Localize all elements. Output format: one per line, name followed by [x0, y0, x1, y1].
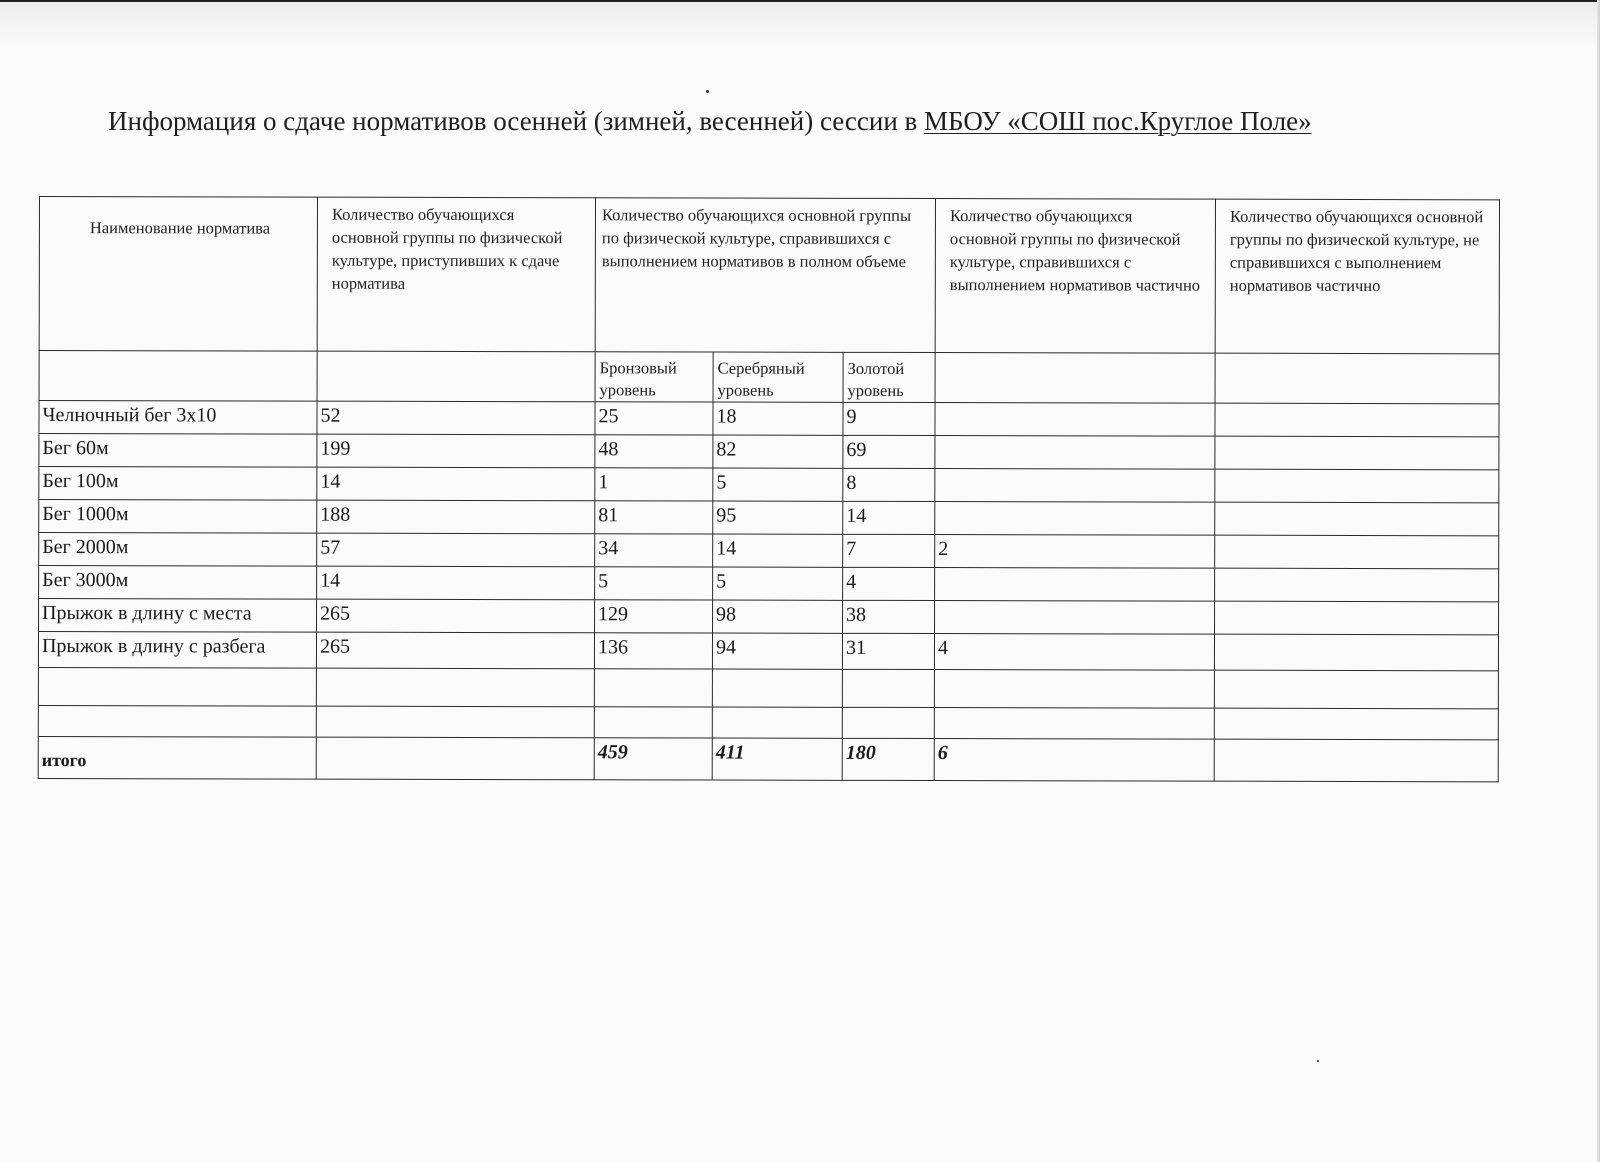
empty-cell — [712, 707, 842, 738]
silver-count: 18 — [713, 402, 843, 435]
norm-name: Прыжок в длину с места — [39, 599, 317, 633]
bronze-count: 34 — [595, 534, 713, 567]
started-count: 52 — [317, 401, 595, 435]
gold-count: 69 — [843, 435, 935, 468]
empty-cell — [594, 707, 712, 738]
norm-name: Прыжок в длину с разбега — [38, 632, 316, 669]
gold-count: 8 — [843, 468, 935, 501]
partial-count — [935, 469, 1215, 503]
header-name: Наименование норматива — [39, 197, 317, 352]
silver-count: 95 — [713, 501, 843, 534]
table-row — [39, 500, 1499, 536]
not-passed-count — [1215, 502, 1499, 536]
bronze-count: 25 — [595, 402, 713, 435]
started-count: 265 — [316, 632, 594, 669]
norms-table — [38, 196, 1500, 782]
total-not-passed — [1214, 739, 1498, 782]
norm-name: Бег 100м — [39, 467, 317, 501]
empty-cell — [1214, 670, 1498, 709]
bronze-count: 1 — [595, 468, 713, 501]
total-label: итого — [38, 736, 316, 779]
norm-name: Бег 1000м — [39, 500, 317, 534]
table-row — [38, 632, 1498, 671]
partial-count — [935, 436, 1215, 470]
scan-speck — [1317, 1060, 1319, 1062]
started-count: 265 — [317, 599, 595, 633]
table-row — [39, 434, 1499, 470]
not-passed-count — [1215, 601, 1499, 635]
subheader-empty — [317, 351, 595, 402]
total-bronze: 459 — [594, 738, 712, 780]
gold-count: 31 — [842, 633, 934, 669]
document-title — [108, 104, 1508, 138]
scan-edge-top — [0, 0, 1600, 2]
empty-cell — [38, 667, 316, 706]
partial-count — [935, 568, 1215, 602]
empty-row — [38, 705, 1498, 739]
bronze-count: 81 — [595, 501, 713, 534]
silver-count: 94 — [712, 633, 842, 669]
norm-name: Бег 3000м — [39, 566, 317, 600]
empty-cell — [316, 706, 594, 738]
silver-count: 14 — [713, 534, 843, 567]
table-row — [39, 401, 1499, 437]
subheader-empty — [1215, 353, 1499, 404]
subheader-row — [39, 351, 1499, 404]
gold-count: 38 — [843, 600, 935, 633]
empty-cell — [316, 668, 594, 707]
bronze-count: 136 — [594, 633, 712, 669]
total-silver: 411 — [712, 738, 842, 780]
level-silver: Серебряный уровень — [713, 352, 843, 402]
partial-count: 2 — [935, 535, 1215, 569]
total-started — [316, 737, 594, 780]
empty-cell — [712, 669, 842, 707]
bronze-count: 129 — [595, 600, 713, 633]
empty-cell — [1214, 708, 1498, 740]
total-partial: 6 — [934, 739, 1214, 782]
gold-count: 14 — [843, 501, 935, 534]
scan-speck — [706, 90, 709, 93]
header-not-passed: Количество обучающихся основной группы по физической культуре, не справившихся с выполнением нормативов частично — [1215, 199, 1499, 354]
norm-name: Челночный бег 3х10 — [39, 401, 317, 435]
started-count: 57 — [317, 533, 595, 567]
empty-row — [38, 667, 1498, 708]
table-row — [39, 566, 1499, 602]
empty-cell — [934, 708, 1214, 740]
title-prefix: Информация о сдаче нормативов осенней (зимней, весенней) сессии в — [108, 106, 925, 136]
not-passed-count — [1215, 436, 1499, 470]
empty-cell — [594, 669, 712, 707]
header-started: Количество обучающихся основной группы по физической культуре, приступивших к сдаче норматива — [317, 197, 595, 352]
table-row — [39, 599, 1499, 635]
empty-cell — [38, 705, 316, 737]
silver-count: 5 — [713, 567, 843, 600]
table-row — [39, 533, 1499, 569]
silver-count: 82 — [713, 435, 843, 468]
bronze-count: 5 — [595, 567, 713, 600]
total-row — [38, 736, 1498, 781]
bronze-count: 48 — [595, 435, 713, 468]
gold-count: 4 — [843, 567, 935, 600]
started-count: 14 — [317, 467, 595, 501]
partial-count — [935, 601, 1215, 635]
started-count: 188 — [317, 500, 595, 534]
not-passed-count — [1215, 568, 1499, 602]
empty-cell — [842, 669, 934, 707]
norm-name: Бег 2000м — [39, 533, 317, 567]
not-passed-count — [1215, 403, 1499, 437]
partial-count — [935, 403, 1215, 437]
norm-name: Бег 60м — [39, 434, 317, 468]
gold-count: 7 — [843, 534, 935, 567]
header-row — [39, 197, 1499, 354]
subheader-empty — [39, 351, 317, 402]
not-passed-count — [1215, 469, 1499, 503]
level-gold: Золотой уровень — [843, 352, 935, 402]
started-count: 14 — [317, 566, 595, 600]
table-row — [39, 467, 1499, 503]
silver-count: 5 — [713, 468, 843, 501]
silver-count: 98 — [713, 600, 843, 633]
partial-count: 4 — [934, 634, 1214, 671]
total-gold: 180 — [842, 738, 934, 780]
level-bronze: Бронзовый уровень — [595, 352, 713, 402]
header-full: Количество обучающихся основной группы по физической культуре, справившихся с выполнением нормативов в полном объеме — [595, 198, 935, 353]
header-partial: Количество обучающихся основной группы по физической культуре, справившихся с выполнением нормативов частично — [935, 199, 1215, 354]
started-count: 199 — [317, 434, 595, 468]
empty-cell — [934, 670, 1214, 709]
scan-shadow — [0, 2, 1600, 50]
subheader-empty — [935, 353, 1215, 404]
partial-count — [935, 502, 1215, 536]
school-name: МБОУ «СОШ пос.Круглое Поле» — [924, 106, 1312, 136]
not-passed-count — [1215, 535, 1499, 569]
not-passed-count — [1214, 634, 1498, 671]
empty-cell — [842, 707, 934, 738]
gold-count: 9 — [843, 402, 935, 435]
